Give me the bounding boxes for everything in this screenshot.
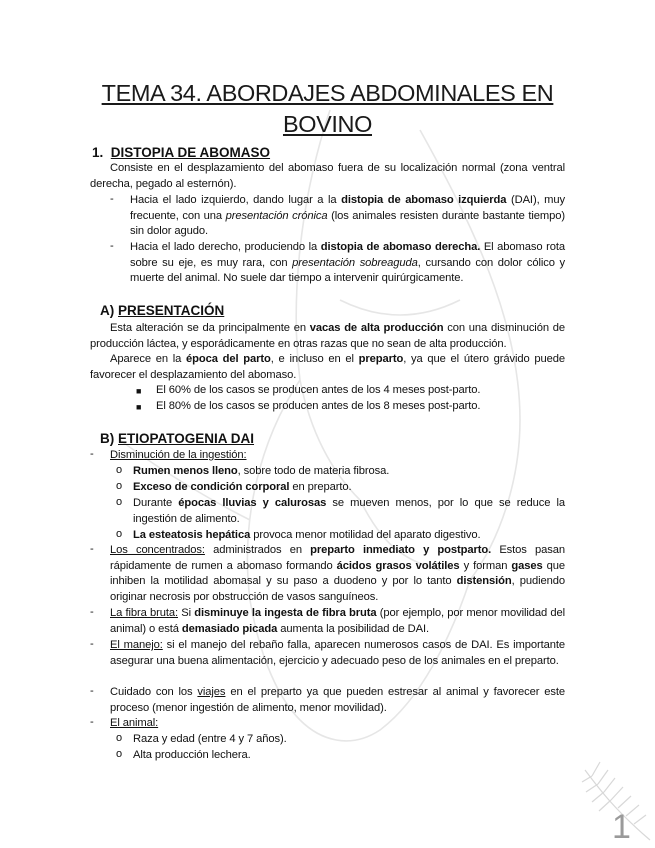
dash-marker: -	[90, 606, 94, 618]
sA-paragraph-2: Aparece en la época del parto, e incluso en el preparto, ya que el útero grávido puede favorecer el desplazamiento del abomaso.	[90, 353, 565, 381]
dash-marker: -	[90, 448, 94, 460]
title-line-1: TEMA 34. ABORDAJES ABDOMINALES EN	[101, 80, 554, 106]
section-title: DISTOPIA DE ABOMASO	[110, 145, 271, 160]
s1-left-item: Hacia el lado izquierdo, dando lugar a la distopia de abomaso izquierda (DAI), muy frecuente, con una presentación crónica (los animales resisten durante bastante tiempo) sin dolor agudo.	[130, 194, 565, 238]
sA-bullet-1: El 60% de los casos se producen antes de los 4 meses post-parto.	[156, 384, 481, 396]
page-title	[60, 78, 595, 140]
sA-bullet-2: El 80% de los casos se producen antes de los 8 meses post-parto.	[156, 400, 481, 412]
title-line-2: BOVINO	[282, 111, 372, 137]
circle-bullet: o	[116, 480, 123, 492]
dash-marker: -	[110, 193, 114, 205]
circle-bullet: o	[116, 732, 123, 744]
circle-bullet: o	[116, 528, 123, 540]
section-1-heading	[92, 145, 270, 160]
manejo-item: El manejo: si el manejo del rebaño falla, aparecen numerosos casos de DAI. Es importante asegurar una buena alimentación, ejercicio y adecuado peso de los animales en el preparto.	[110, 639, 565, 667]
square-bullet: ■	[136, 386, 142, 396]
s1-right-item: Hacia el lado derecho, produciendo la distopia de abomaso derecha. El abomaso rota sobre su eje, es muy rara, con presentación sobreaguda, cursando con dolor cólico y muerte del animal. No suele dar tiempo a intervenir quirúrgicamente.	[130, 241, 566, 285]
section-a-heading: A) PRESENTACIÓN	[100, 303, 225, 318]
circle-bullet: o	[116, 748, 123, 760]
circle-bullet: o	[116, 464, 123, 476]
section-number: 1.	[92, 145, 104, 160]
page-number: 1	[612, 808, 631, 846]
animal-item-2: Alta producción lechera.	[133, 749, 251, 761]
fibra-item: La fibra bruta: Si disminuye la ingesta de fibra bruta (por ejemplo, por menor movilidad del animal) o está demasiado picada aumenta la posibilidad de DAI.	[110, 607, 566, 635]
animal-label: El animal:	[110, 717, 159, 729]
concentrados-item: Los concentrados: administrados en preparto inmediato y postparto. Estos pasan rápidamente de rumen a abomaso formando ácidos grasos volátiles y forman gases que inhiben la motilidad abomasal y su paso a duodeno y por lo tanto distensión, pudiendo originar necrosis por obstrucción de vasos sanguíneos.	[110, 544, 565, 603]
square-bullet: ■	[136, 402, 142, 412]
ingestion-item-2: Exceso de condición corporal en preparto.	[133, 481, 352, 493]
section-b-heading: B) ETIOPATOGENIA DAI	[100, 431, 255, 446]
dash-marker: -	[90, 716, 94, 728]
s1-intro-paragraph: Consiste en el desplazamiento del abomaso fuera de su localización normal (zona ventral derecha, pegado al esternón).	[90, 162, 565, 190]
animal-item-1: Raza y edad (entre 4 y 7 años).	[133, 733, 287, 745]
dash-marker: -	[110, 240, 114, 252]
dash-marker: -	[90, 638, 94, 650]
ingestion-label: Disminución de la ingestión:	[110, 449, 247, 461]
dash-marker: -	[90, 685, 94, 697]
ingestion-item-4: La esteatosis hepática provoca menor motilidad del aparato digestivo.	[133, 529, 481, 541]
circle-bullet: o	[116, 496, 123, 508]
ingestion-item-1: Rumen menos lleno, sobre todo de materia fibrosa.	[133, 465, 390, 477]
viajes-item: Cuidado con los viajes en el preparto ya que pueden estresar al animal y favorecer este proceso (menor ingestión de alimento, menor movilidad).	[110, 686, 565, 714]
sA-paragraph-1: Esta alteración se da principalmente en vacas de alta producción con una disminución de producción láctea, y esporádicamente en otras razas que no sean de alta producción.	[90, 322, 565, 350]
ingestion-item-3: Durante épocas lluvias y calurosas se mueven menos, por lo que se reduce la ingestión de alimento.	[133, 497, 566, 525]
dash-marker: -	[90, 543, 94, 555]
